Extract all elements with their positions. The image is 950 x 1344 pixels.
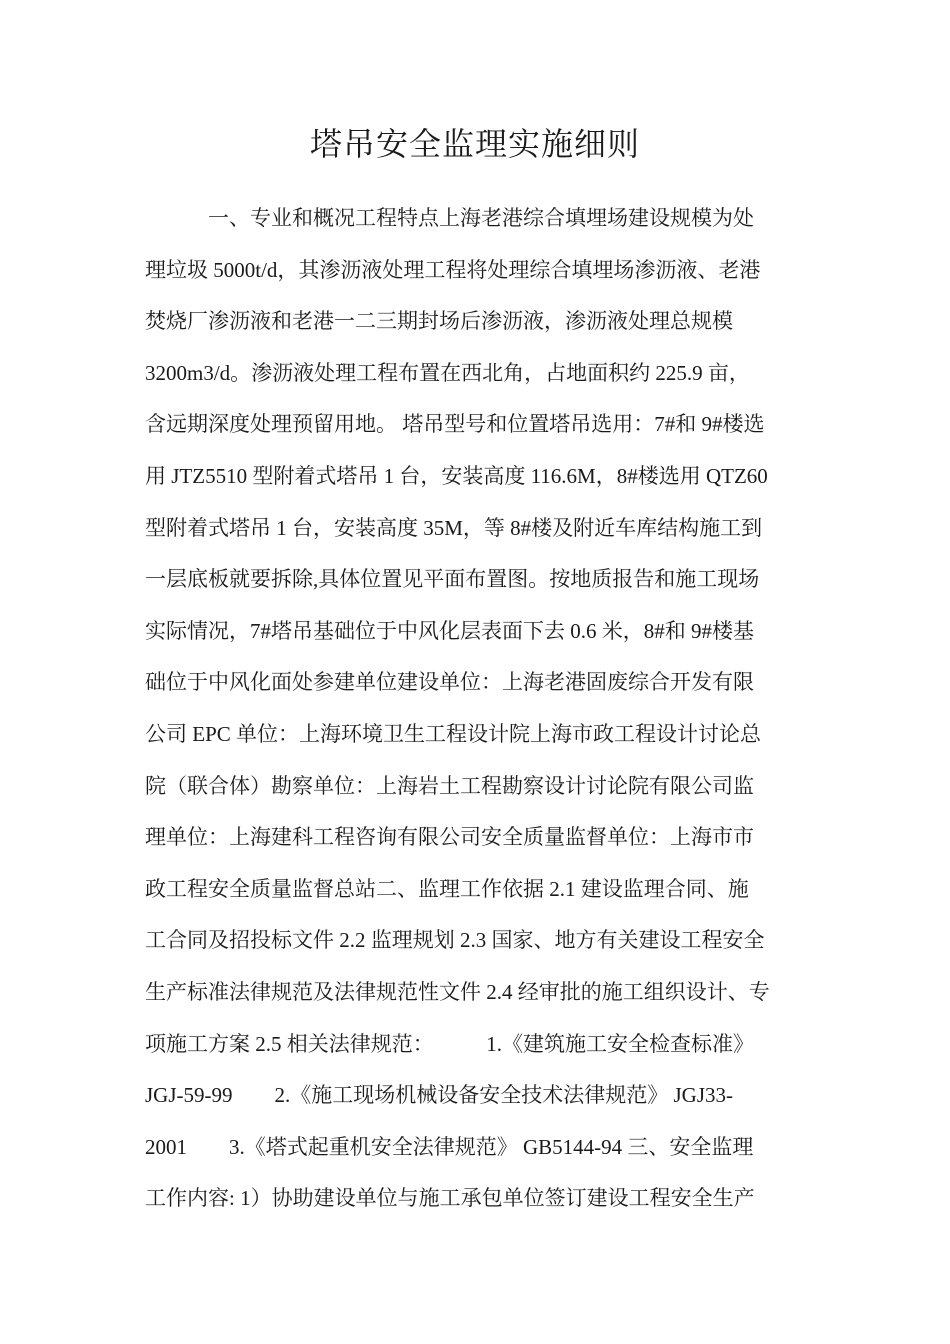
body-line: 理垃圾 5000t/d，其渗沥液处理工程将处理综合填埋场渗沥液、老港 (145, 257, 761, 282)
document-title: 塔吊安全监理实施细则 (309, 126, 640, 162)
body-line: 生产标准法律规范及法律规范性文件 2.4 经审批的施工组织设计、专 (145, 979, 770, 1004)
body-line: 项施工方案 2.5 相关法律规范： 1.《建筑施工安全检查标准》 (145, 1031, 754, 1056)
body-line: 型附着式塔吊 1 台，安装高度 35M，等 8#楼及附近车库结构施工到 (145, 515, 763, 540)
body-line: 一、专业和概况工程特点上海老港综合填埋场建设规模为处 (145, 206, 754, 230)
body-line: 2001 3.《塔式起重机安全法律规范》 GB5144-94 三、安全监理 (145, 1134, 754, 1159)
body-line: 用 JTZ5510 型附着式塔吊 1 台，安装高度 116.6M，8#楼选用 QTZ60 (145, 463, 768, 488)
body-line: JGJ-59-99 2.《施工现场机械设备安全技术法律规范》 JGJ33- (145, 1083, 733, 1108)
body-line: 3200m3/d。渗沥液处理工程布置在西北角，占地面积约 225.9 亩， (145, 360, 750, 385)
document-body (145, 193, 815, 1225)
body-line: 公司 EPC 单位：上海环境卫生工程设计院上海市政工程设计讨论总 (145, 721, 762, 746)
body-line: 含远期深度处理预留用地。 塔吊型号和位置塔吊选用：7#和 9#楼选 (145, 412, 765, 437)
body-line: 一层底板就要拆除,具体位置见平面布置图。按地质报告和施工现场 (145, 567, 760, 592)
body-line: 工作内容: 1）协助建设单位与施工承包单位签订建设工程安全生产 (145, 1186, 755, 1211)
body-line: 础位于中风化面处参建单位建设单位：上海老港固废综合开发有限 (145, 670, 754, 695)
body-line: 政工程安全质量监督总站二、监理工作依据 2.1 建设监理合同、施 (145, 876, 749, 901)
body-line: 工合同及招投标文件 2.2 监理规划 2.3 国家、地方有关建设工程安全 (145, 928, 765, 953)
body-line: 焚烧厂渗沥液和老港一二三期封场后渗沥液，渗沥液处理总规模 (145, 309, 733, 334)
body-line: 院（联合体）勘察单位：上海岩土工程勘察设计讨论院有限公司监 (145, 773, 754, 798)
body-line: 理单位：上海建科工程咨询有限公司安全质量监督单位：上海市市 (145, 825, 754, 850)
body-line: 实际情况，7#塔吊基础位于中风化层表面下去 0.6 米，8#和 9#楼基 (145, 618, 754, 643)
